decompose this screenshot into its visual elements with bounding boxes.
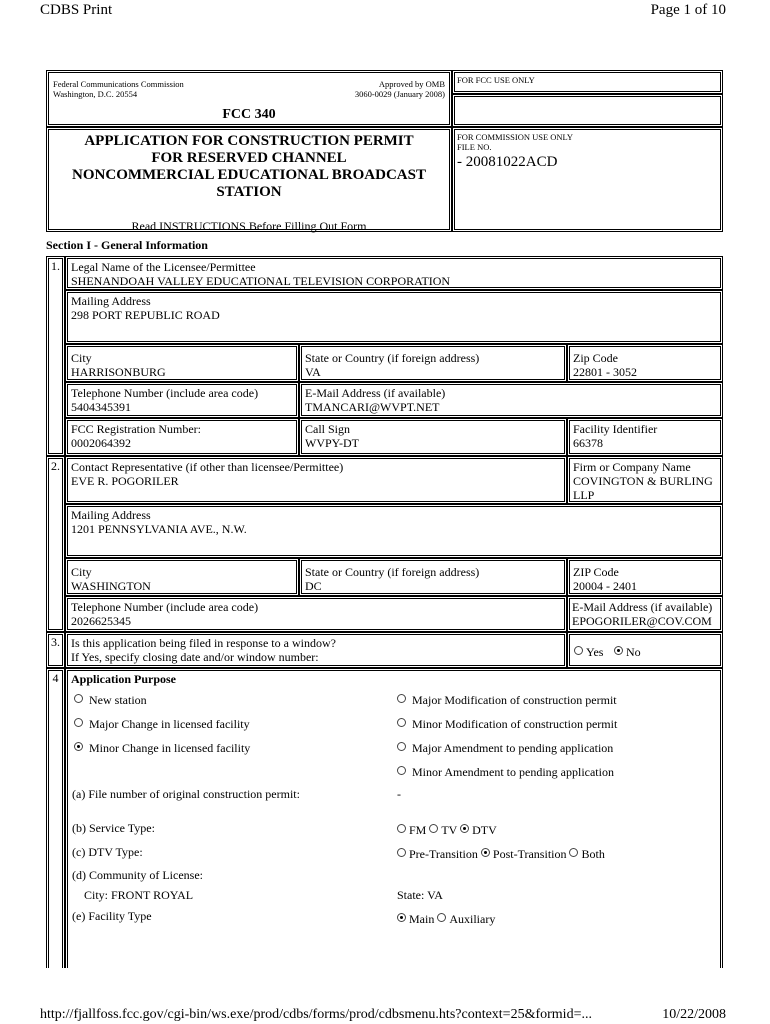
purpose-major-amend[interactable] [397, 741, 613, 755]
purpose-minor-amend[interactable] [397, 765, 614, 779]
q1-number: 1. [46, 256, 65, 456]
facility-id-label: Facility Identifier [573, 422, 658, 436]
dtv-pre-radio[interactable] [397, 848, 406, 857]
facility-type-options [397, 912, 495, 926]
facility-aux-radio[interactable] [437, 913, 446, 922]
contact-mailing-cell [65, 504, 723, 558]
window-no-radio[interactable] [614, 646, 623, 655]
dtv-post-option[interactable] [481, 847, 567, 861]
firm-label: Firm or Company Name [573, 460, 691, 474]
file-no-label: FILE NO. [457, 142, 492, 152]
purpose-minor-amend-radio[interactable] [397, 766, 406, 775]
contact-zip-cell [567, 558, 723, 596]
phone-label: Telephone Number (include area code) [71, 386, 259, 400]
facility-main-label: Main [409, 912, 435, 926]
purpose-minor-mod[interactable] [397, 717, 617, 731]
file-number-label: (a) File number of original construction permit: [72, 787, 300, 801]
contact-cell [65, 456, 567, 504]
purpose-major-change-radio[interactable] [74, 718, 83, 727]
section-heading: Section I - General Information [46, 238, 208, 252]
facility-main-radio[interactable] [397, 913, 406, 922]
contact-state-value: DC [305, 579, 322, 593]
community-city: City: FRONT ROYAL [84, 888, 194, 902]
purpose-major-mod-radio[interactable] [397, 694, 406, 703]
contact-city-label: City [71, 565, 92, 579]
contact-zip-value: 20004 - 2401 [573, 579, 637, 593]
contact-label: Contact Representative (if other than licensee/Permittee) [71, 460, 344, 474]
legal-name-value: SHENANDOAH VALLEY EDUCATIONAL TELEVISION CORPORATION [71, 274, 451, 288]
purpose-major-amend-label: Major Amendment to pending application [412, 741, 614, 755]
service-fm-label: FM [409, 823, 427, 837]
window-yes-option[interactable] [574, 645, 603, 659]
facility-aux-option[interactable] [437, 912, 495, 926]
email-value: TMANCARI@WVPT.NET [305, 400, 440, 414]
contact-phone-value: 2026625345 [71, 614, 131, 628]
agency-line1: Federal Communications Commission [53, 79, 184, 89]
purpose-major-mod-label: Major Modification of construction permit [412, 693, 617, 707]
fcc-use-label: FOR FCC USE ONLY [457, 75, 535, 85]
omb-line1: Approved by OMB [378, 79, 445, 89]
title-line4: STATION [216, 184, 282, 200]
dtv-type-label: (c) DTV Type: [72, 845, 143, 859]
file-number-value: - [397, 787, 401, 801]
window-yes-label: Yes [586, 645, 604, 659]
facility-id-value: 66378 [573, 436, 603, 450]
omb-line2: 3060-0029 (January 2008) [354, 89, 445, 99]
contact-email-label: E-Mail Address (if available) [572, 600, 713, 614]
purpose-minor-mod-radio[interactable] [397, 718, 406, 727]
q3-number: 3. [46, 632, 65, 668]
window-no-label: No [626, 645, 641, 659]
phone-value: 5404345391 [71, 400, 131, 414]
service-tv-radio[interactable] [429, 824, 438, 833]
service-type-label: (b) Service Type: [72, 821, 155, 835]
agency-line2: Washington, D.C. 20554 [53, 89, 138, 99]
service-dtv-option[interactable] [460, 823, 497, 837]
form-number: FCC 340 [222, 107, 276, 122]
facility-main-option[interactable] [397, 912, 434, 926]
contact-state-label: State or Country (if foreign address) [305, 565, 480, 579]
facility-id-cell [567, 418, 723, 456]
page-url: http://fjallfoss.fcc.gov/cgi-bin/ws.exe/prod/cdbs/forms/prod/cdbsmenu.hts?context=25&formid=... [40, 1007, 592, 1022]
commission-use-label: FOR COMMISSION USE ONLY [457, 132, 574, 142]
legal-name-label: Legal Name of the Licensee/Permittee [71, 260, 256, 274]
dtv-post-label: Post-Transition [492, 847, 567, 861]
service-tv-label: TV [441, 823, 458, 837]
contact-phone-label: Telephone Number (include area code) [71, 600, 259, 614]
window-question-cell [65, 632, 567, 668]
title-line1: APPLICATION FOR CONSTRUCTION PERMIT [84, 133, 414, 149]
frn-label: FCC Registration Number: [71, 422, 201, 436]
purpose-minor-change-label: Minor Change in licensed facility [89, 741, 251, 755]
facility-aux-label: Auxiliary [449, 912, 496, 926]
city-value: HARRISONBURG [71, 365, 166, 379]
purpose-minor-amend-label: Minor Amendment to pending application [412, 765, 614, 779]
contact-phone-cell [65, 596, 567, 632]
frn-value: 0002064392 [71, 436, 131, 450]
callsign-cell [299, 418, 567, 456]
phone-cell [65, 382, 299, 418]
window-question-line2: If Yes, specify closing date and/or window number: [71, 650, 319, 664]
email-cell [299, 382, 723, 418]
contact-email-value: EPOGORILER@COV.COM [572, 614, 712, 628]
callsign-value: WVPY-DT [305, 436, 359, 450]
window-yes-radio[interactable] [574, 646, 583, 655]
purpose-minor-mod-label: Minor Modification of construction permit [412, 717, 618, 731]
state-value: VA [305, 365, 321, 379]
city-label: City [71, 351, 92, 365]
purpose-major-mod[interactable] [397, 693, 617, 707]
dtv-type-options [397, 847, 605, 861]
dtv-both-radio[interactable] [569, 848, 578, 857]
page-date: 10/22/2008 [662, 1007, 726, 1022]
q2-number: 2. [46, 456, 65, 632]
fcc-use-blank-box [452, 94, 723, 127]
contact-state-cell [299, 558, 567, 596]
purpose-major-change[interactable] [74, 717, 250, 731]
community-label: (d) Community of License: [72, 868, 203, 882]
service-fm-radio[interactable] [397, 824, 406, 833]
purpose-new-station-label: New station [89, 693, 147, 707]
service-type-options [397, 823, 497, 837]
window-answer-cell [567, 632, 723, 668]
state-cell [299, 344, 567, 382]
dtv-pre-option[interactable] [397, 847, 478, 861]
agency-box [46, 70, 452, 127]
service-fm-option[interactable] [397, 823, 426, 837]
contact-zip-label: ZIP Code [573, 565, 619, 579]
service-dtv-radio[interactable] [460, 824, 469, 833]
firm-cell [567, 456, 723, 504]
frn-cell [65, 418, 299, 456]
state-label: State or Country (if foreign address) [305, 351, 480, 365]
legal-name-cell [65, 256, 723, 290]
dtv-post-radio[interactable] [481, 848, 490, 857]
instructions: Read INSTRUCTIONS Before Filling Out Form [131, 219, 367, 233]
zip-label: Zip Code [573, 351, 618, 365]
city-cell [65, 344, 299, 382]
title-line3: NONCOMMERCIAL EDUCATIONAL BROADCAST [72, 167, 426, 183]
application-purpose-heading: Application Purpose [71, 672, 177, 686]
file-no-value: - 20081022ACD [457, 154, 558, 170]
service-dtv-label: DTV [472, 823, 497, 837]
firm-value-line2: LLP [573, 488, 595, 502]
page-number: Page 1 of 10 [650, 2, 726, 18]
contact-mailing-label: Mailing Address [71, 508, 151, 522]
mailing-address-cell [65, 290, 723, 344]
mailing-address-label: Mailing Address [71, 294, 151, 308]
purpose-new-station[interactable] [74, 693, 147, 707]
contact-mailing-value: 1201 PENNSYLVANIA AVE., N.W. [71, 522, 247, 536]
commission-use-box [452, 127, 723, 232]
purpose-minor-change-radio[interactable] [74, 742, 83, 751]
email-label: E-Mail Address (if available) [305, 386, 446, 400]
dtv-both-label: Both [581, 847, 605, 861]
fcc-use-box [452, 70, 723, 94]
callsign-label: Call Sign [305, 422, 351, 436]
purpose-minor-change[interactable] [74, 741, 250, 755]
contact-city-value: WASHINGTON [71, 579, 151, 593]
title-box [46, 127, 452, 232]
facility-type-label: (e) Facility Type [72, 909, 152, 923]
zip-cell [567, 344, 723, 382]
service-tv-option[interactable] [429, 823, 457, 837]
zip-value: 22801 - 3052 [573, 365, 637, 379]
window-question-line1: Is this application being filed in response to a window? [71, 636, 336, 650]
contact-value: EVE R. POGORILER [71, 474, 179, 488]
q4-number: 4 [46, 668, 65, 968]
form-title [49, 133, 449, 201]
mailing-address-value: 298 PORT REPUBLIC ROAD [71, 308, 220, 322]
dtv-pre-label: Pre-Transition [409, 847, 478, 861]
dtv-both-option[interactable] [569, 847, 604, 861]
purpose-major-change-label: Major Change in licensed facility [89, 717, 250, 731]
firm-value-line1: COVINGTON & BURLING [573, 474, 713, 488]
title-line2: FOR RESERVED CHANNEL [151, 150, 347, 166]
contact-city-cell [65, 558, 299, 596]
purpose-new-station-radio[interactable] [74, 694, 83, 703]
application-purpose-cell [65, 668, 723, 968]
contact-email-cell [567, 596, 723, 632]
page-title: CDBS Print [40, 2, 113, 18]
community-state: State: VA [397, 888, 443, 902]
purpose-major-amend-radio[interactable] [397, 742, 406, 751]
window-no-option[interactable] [614, 645, 641, 659]
